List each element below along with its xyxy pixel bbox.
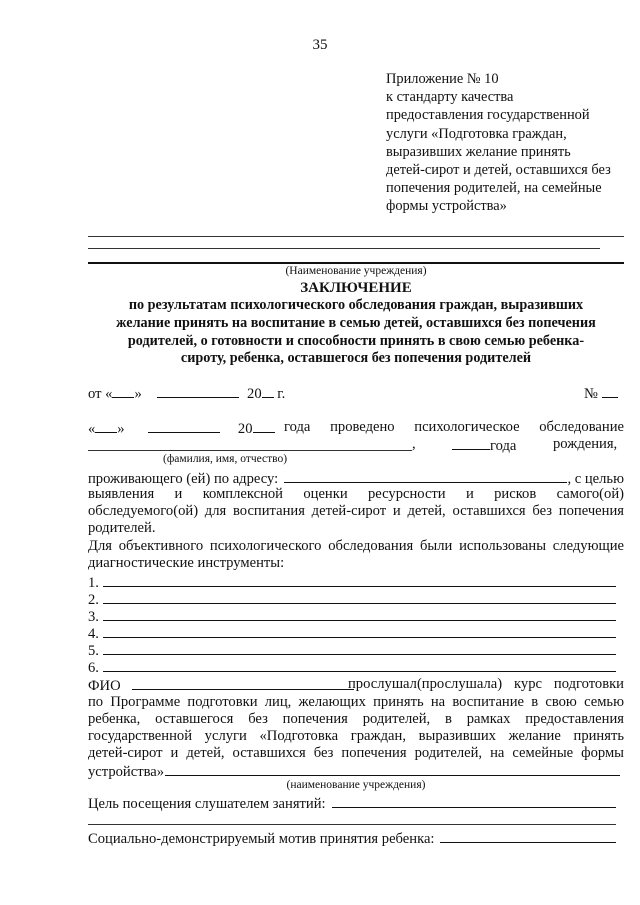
instrument-number: 2. [88, 592, 99, 608]
instrument-field[interactable] [103, 641, 616, 655]
appendix-line: формы устройства» [386, 198, 507, 215]
course-text: прослушал(прослушала) курс подготовки [348, 676, 624, 692]
instrument-number: 4. [88, 626, 99, 642]
body-line: обследуемого(ой) для воспитания детей-сирот и детей, оставшихся без попечения [88, 503, 624, 519]
goal-line [88, 794, 616, 813]
appendix-line: услуги «Подготовка граждан, [386, 125, 567, 142]
institution-blank-line [88, 236, 624, 237]
institution-blank-line [88, 248, 600, 249]
appendix-line: Приложение № 10 [386, 71, 499, 87]
course-fio-group [88, 676, 354, 695]
exam-text: года проведено психологическое обследование [284, 419, 624, 435]
instrument-number: 1. [88, 575, 99, 591]
instrument-field[interactable] [103, 573, 616, 587]
appendix-line: к стандарту качества [386, 89, 514, 106]
birth-year-text: года [490, 438, 517, 454]
address-suffix: , с целью [567, 471, 624, 487]
body-line: родителей. [88, 520, 156, 536]
instrument-number: 3. [88, 609, 99, 625]
year-prefix: 20 [247, 386, 262, 402]
institution-rule [88, 262, 624, 264]
document-subtitle [88, 297, 624, 368]
appendix-line: выразивших желание принять [386, 143, 571, 160]
number-label: № [584, 386, 598, 402]
date-from-label: от « [88, 386, 113, 402]
course-line: детей-сирот и детей, оставшихся без попечения родителей, на семейные формы [88, 745, 624, 761]
appendix-line: предоставления государственной [386, 107, 590, 124]
exam-date-group [88, 419, 275, 438]
institution-caption-2: (наименование учреждения) [286, 779, 426, 791]
goal-field[interactable] [332, 794, 616, 808]
appendix-block [386, 70, 636, 216]
instrument-row [88, 658, 616, 677]
body-line: выявления и комплексной оценки ресурсности и рисков самого(ой) [88, 486, 624, 502]
year-suffix: г. [273, 386, 286, 402]
page-number: 35 [312, 37, 328, 53]
subtitle-line: по результатам психологического обследования граждан, выразивших [128, 297, 584, 313]
subtitle-line: желание принять на воспитание в семью детей, оставшихся без попечения [116, 314, 596, 331]
instrument-field[interactable] [103, 624, 616, 638]
year-field[interactable] [262, 384, 274, 398]
course-institution-field[interactable] [165, 762, 620, 776]
birth-text: рождения, [553, 436, 618, 452]
name-comma: , [412, 436, 416, 452]
instruments-line: Для объективного психологического обследования были использованы следующие [88, 538, 624, 554]
instrument-field[interactable] [103, 607, 616, 621]
motive-field[interactable] [440, 829, 616, 843]
document-title: ЗАКЛЮЧЕНИЕ [300, 280, 412, 296]
exam-day-field[interactable] [95, 419, 117, 433]
subtitle-line: сироту, ребенка, оставшегося без попечения родителей [180, 350, 532, 367]
number-field[interactable] [602, 384, 618, 398]
exam-close-quote: » [117, 421, 125, 437]
exam-month-field[interactable] [148, 419, 220, 433]
goal-blank-line [88, 824, 616, 825]
motive-label: Социально-демонстрируемый мотив принятия ребенка: [88, 831, 435, 847]
institution-caption: (Наименование учреждения) [285, 265, 427, 277]
course-line: ребенка, оставшегося без попечения родителей, в рамках предоставления [88, 711, 624, 727]
instruments-line: диагностические инструменты: [88, 555, 285, 571]
address-label: проживающего (ей) по адресу: [88, 471, 279, 487]
month-field[interactable] [157, 384, 239, 398]
name-caption: (фамилия, имя, отчество) [163, 453, 288, 465]
instrument-field[interactable] [103, 658, 616, 672]
fio-field[interactable] [132, 676, 354, 690]
day-field[interactable] [112, 384, 134, 398]
birth-year-field[interactable] [452, 436, 490, 450]
birth-year-group [452, 436, 516, 455]
appendix-line: детей-сирот и детей, оставшихся без [386, 162, 611, 179]
number-field-group [584, 384, 618, 403]
instrument-number: 6. [88, 660, 99, 676]
fio-label: ФИО [88, 678, 121, 694]
exam-year-prefix: 20 [237, 421, 253, 437]
goal-label: Цель посещения слушателем занятий: [88, 796, 326, 812]
course-line: по Программе подготовки лиц, желающих принять на воспитание в свою семью [88, 694, 624, 710]
instrument-number: 5. [88, 643, 99, 659]
instrument-field[interactable] [103, 590, 616, 604]
exam-year-field[interactable] [253, 419, 275, 433]
subtitle-line: родителей, о готовности и способности принять в свою семью ребенка- [127, 332, 585, 349]
course-line: государственной услуги «Подготовка граждан, выразивших желание принять [88, 728, 624, 744]
date-line [88, 384, 285, 403]
motive-line [88, 829, 616, 848]
course-last: устройства» [88, 764, 165, 780]
exam-open-quote: « [88, 421, 96, 437]
name-blank-line [88, 450, 412, 451]
appendix-line: попечения родителей, на семейные [386, 180, 602, 197]
date-close-quote: » [134, 386, 142, 402]
address-field[interactable] [284, 469, 567, 483]
